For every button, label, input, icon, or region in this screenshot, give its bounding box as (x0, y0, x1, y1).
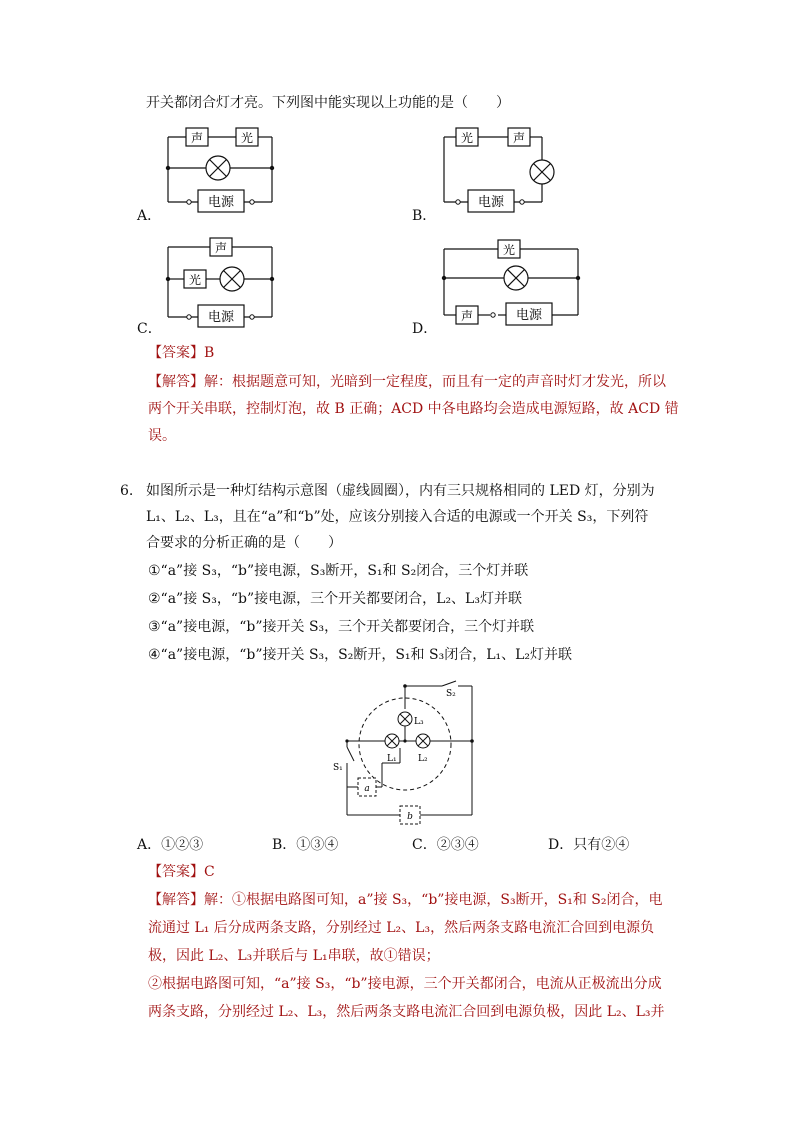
q6-explanation-line4: ②根据电路图可知，“a”接 S₃，“b”接电源，三个开关都闭合，电流从正极流出分成 (148, 976, 662, 992)
circuit-b (436, 125, 561, 217)
q6-item-1: ①“a”接 S₃，“b”接电源，S₃断开，S₁和 S₂闭合，三个灯并联 (148, 563, 529, 579)
q6-stem-line2: L₁、L₂、L₃，且在“a”和“b”处，应该分别接入合适的电源或一个开关 S₃，下列符 (146, 509, 649, 525)
svg-text:光: 光 (188, 273, 202, 287)
svg-text:a: a (364, 784, 370, 794)
q6-choice-d: D．只有②④ (548, 837, 630, 853)
q6-explanation-line3: 极，因此 L₂、L₃并联后与 L₁串联，故①错误； (148, 948, 440, 964)
option-c: C． (137, 321, 162, 337)
q6-explanation-line1: 【解答】解：①根据电路图可知，a”接 S₃，“b”接电源，S₃断开，S₁和 S₂闭合，电 (148, 892, 663, 908)
label-sheng: 声 (190, 131, 204, 145)
svg-text:S₁: S₁ (333, 763, 343, 773)
q6-item-4: ④“a”接电源，“b”接开关 S₃，S₂断开，S₁和 S₃闭合，L₁、L₂灯并联 (148, 647, 573, 663)
q5-stem: 开关都闭合灯才亮。下列图中能实现以上功能的是（ ） (146, 95, 510, 111)
q6-stem-line3: 合要求的分析正确的是（ ） (146, 535, 342, 551)
label-power: 电源 (207, 195, 235, 210)
svg-text:声: 声 (512, 131, 526, 145)
q5-explanation-line2: 两个开关串联，控制灯泡，故 B 正确；ACD 中各电路均会造成电源短路，故 ACD 错 (148, 401, 679, 417)
svg-text:b: b (407, 812, 413, 822)
circuit-d (436, 233, 586, 331)
q6-choice-c: C．②③④ (412, 837, 479, 853)
q5-explanation-line3: 误。 (148, 428, 176, 444)
q6-item-2: ②“a”接 S₃，“b”接电源，三个开关都要闭合，L₂、L₃灯并联 (148, 591, 522, 607)
svg-text:电源: 电源 (477, 195, 505, 210)
q6-stem-line1: 如图所示是一种灯结构示意图（虚线圆圈），内有三只规格相同的 LED 灯，分别为 (146, 483, 655, 499)
q6-choice-b: B．①③④ (272, 837, 339, 853)
q6-lamp-circuit-figure (330, 675, 490, 831)
q5-answer: 【答案】B (148, 345, 215, 361)
svg-text:S₂: S₂ (446, 689, 456, 699)
svg-text:L₃: L₃ (414, 717, 424, 727)
q6-explanation-line2: 流通过 L₁ 后分成两条支路，分别经过 L₂、L₃，然后两条支路电流汇合回到电源负 (148, 920, 655, 936)
label-guang: 光 (240, 131, 254, 145)
circuit-a (160, 125, 280, 217)
option-a: A． (137, 208, 162, 224)
svg-text:电源: 电源 (207, 310, 235, 325)
option-d: D． (412, 321, 438, 337)
q5-explanation-line1: 【解答】解：根据题意可知，光暗到一定程度，而且有一定的声音时灯才发光，所以 (148, 374, 666, 390)
q6-answer: 【答案】C (148, 864, 215, 880)
q6-item-3: ③“a”接电源，“b”接开关 S₃，三个开关都要闭合，三个灯并联 (148, 619, 535, 635)
svg-text:声: 声 (460, 309, 474, 323)
svg-text:L₂: L₂ (418, 754, 428, 764)
svg-text:光: 光 (502, 243, 516, 257)
circuit-c (160, 233, 280, 331)
q6-number: 6. (120, 483, 134, 499)
option-b: B． (412, 208, 437, 224)
svg-text:电源: 电源 (515, 308, 543, 323)
q6-choice-a: A．①②③ (137, 837, 204, 853)
svg-text:光: 光 (460, 131, 474, 145)
svg-text:声: 声 (214, 241, 228, 255)
q6-explanation-line5: 两条支路，分别经过 L₂、L₃，然后两条支路电流汇合回到电源负极，因此 L₂、L₃并 (148, 1004, 665, 1020)
svg-text:L₁: L₁ (387, 754, 397, 764)
